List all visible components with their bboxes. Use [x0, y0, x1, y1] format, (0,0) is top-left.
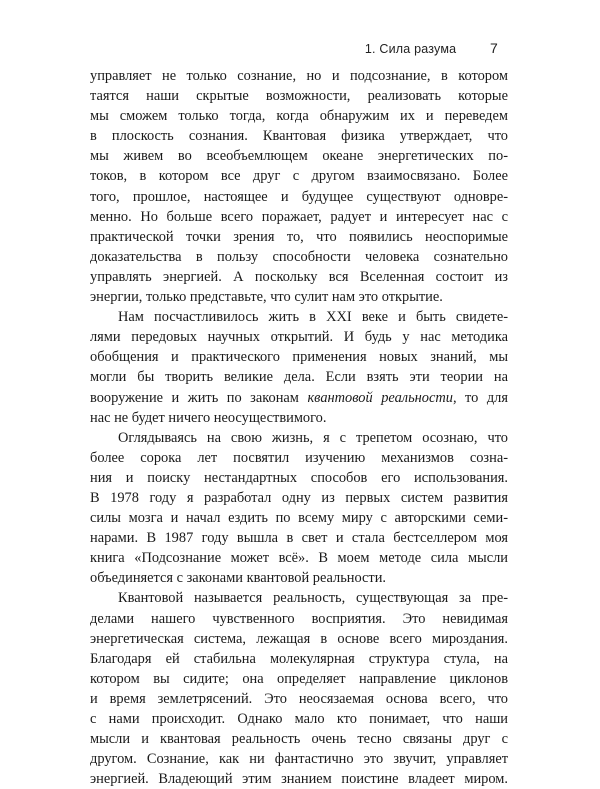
- running-header: [365, 40, 498, 56]
- text-line: энергией. Владеющий этим знанием поистине владеет миром.: [90, 771, 508, 788]
- text-line: того, прошлое, настоящее и будущее существуют одновре-: [90, 188, 508, 205]
- text-line: книга «Подсознание может всё». В моем методе сила мысли: [90, 550, 508, 567]
- text-line: мы живем во всеобъемлющем океане энергетических по-: [90, 148, 508, 165]
- text-line: Оглядываясь на свою жизнь, я с трепетом осознаю, что: [118, 429, 508, 446]
- text-line: могли бы творить великие дела. Если взять эти теории на: [90, 369, 508, 386]
- text-line: Благодаря ей стабильна молекулярная структура стула, на: [90, 650, 508, 667]
- text-line: котором вы сидите; она определяет направление циклонов: [90, 670, 508, 687]
- text-line: управляет не только сознание, но и подсознание, в котором: [90, 68, 508, 84]
- text-line: мысли и квантовая реальность очень тесно связаны друг с: [90, 731, 508, 748]
- paragraph-1: [90, 66, 508, 307]
- text-line: другом. Сознание, как ни фантастично это звучит, управляет: [90, 751, 508, 768]
- text-line: энергетическая система, лежащая в основе всего мироздания.: [90, 630, 508, 647]
- text-line: и время землетрясений. Это неосязаемая основа всего, что: [90, 690, 508, 707]
- text-line: менно. Но больше всего поражает, радует и интересует нас с: [90, 208, 508, 225]
- text-line: токов, в котором все друг с другом взаимосвязано. Более: [90, 168, 508, 185]
- paragraph-4: [90, 588, 508, 789]
- text-line: таятся наши скрытые возможности, реализовать которые: [90, 88, 508, 105]
- paragraph-2: [90, 307, 508, 428]
- text-line: делами нашего чувственного восприятия. Это невидимая: [90, 610, 508, 627]
- text-line: силы мозга и начал ездить по всему миру с авторскими семи-: [90, 510, 508, 527]
- text-fragment: , то для: [452, 389, 508, 406]
- text-line: энергии, только представьте, что сулит нам это открытие.: [90, 289, 443, 306]
- text-line: нарами. В 1987 году вышла в свет и стала бестселлером моя: [90, 530, 508, 547]
- text-line: доказательства в пользу способности человека сознательно: [90, 248, 508, 265]
- text-line: нас не будет ничего неосуществимого.: [90, 409, 327, 426]
- text-line-with-emphasis: [90, 388, 508, 408]
- body-text: [90, 66, 508, 789]
- text-line: лями передовых научных открытий. И будь у нас методика: [90, 329, 508, 346]
- text-line: ния и поиску нестандартных способов его использования.: [90, 469, 508, 486]
- text-line: с нами происходит. Однако мало кто понимает, что наши: [90, 711, 508, 727]
- emphasis-text: квантовой реальности: [307, 389, 453, 406]
- text-line: практической точки зрения то, что появились неоспоримые: [90, 228, 508, 245]
- text-line: обобщения и практического применения новых знаний, мы: [90, 349, 508, 366]
- text-line: мы сможем только тогда, когда обнаружим их и переведем: [90, 108, 508, 125]
- chapter-title: 1. Сила разума: [364, 42, 457, 56]
- text-line: В 1978 году я разработал одну из первых систем развития: [90, 489, 508, 506]
- text-fragment: вооружение и жить по законам: [90, 389, 299, 406]
- text-line: Нам посчастливилось жить в XXI веке и быть свидете-: [118, 309, 508, 326]
- paragraph-3: [90, 428, 508, 589]
- text-line: объединяется с законами квантовой реальности.: [90, 570, 387, 587]
- page-number: 7: [490, 40, 498, 56]
- text-line: управлять энергией. А поскольку вся Вселенная состоит из: [90, 268, 508, 285]
- text-line: Квантовой называется реальность, существующая за пре-: [118, 590, 508, 607]
- text-line: более сорока лет посвятил изучению механизмов созна-: [90, 449, 508, 466]
- text-line: в плоскость сознания. Квантовая физика утверждает, что: [90, 128, 508, 145]
